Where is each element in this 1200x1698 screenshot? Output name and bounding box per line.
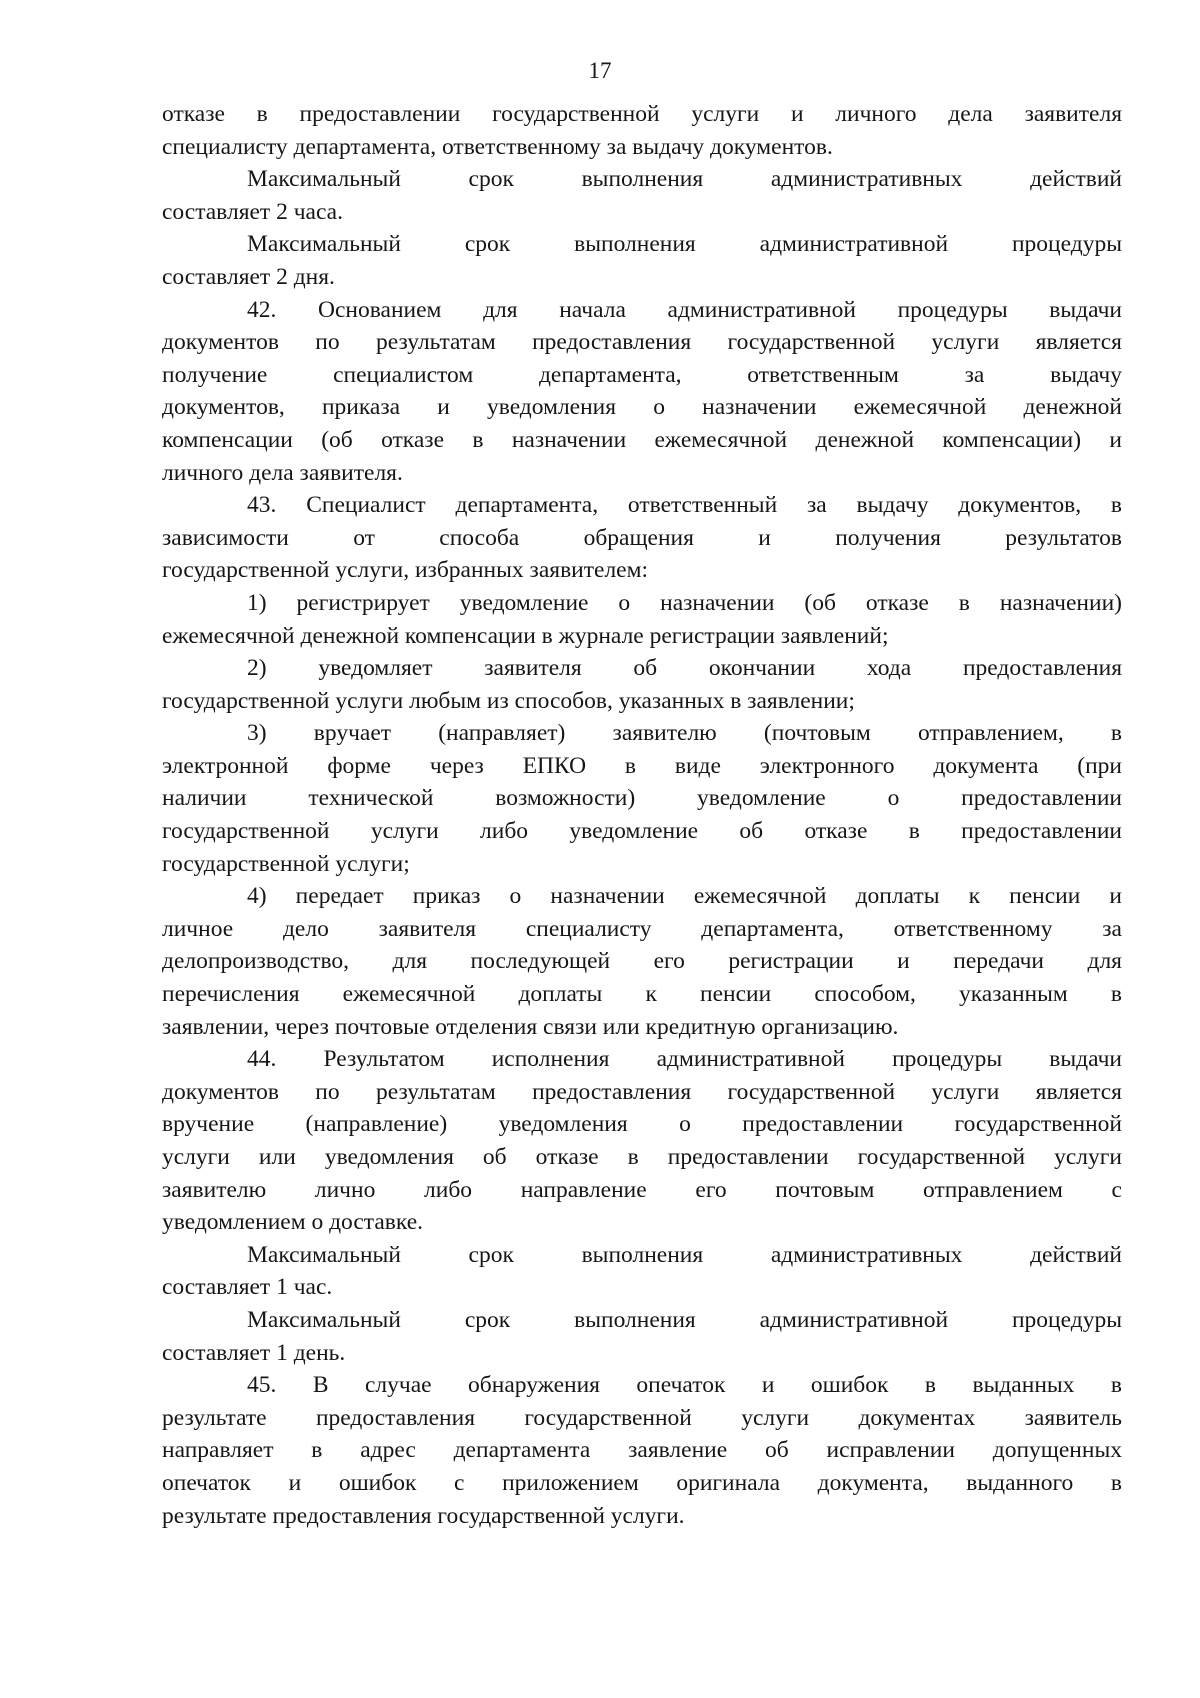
page-number: 17: [588, 58, 612, 83]
text-line: результате предоставления государственной услуги.: [162, 1502, 685, 1529]
paragraph: [162, 163, 1122, 228]
text-line: государственной услуги;: [162, 850, 410, 877]
text-line: 4) передает приказ о назначении ежемесячной доплаты к пенсии и: [247, 883, 1122, 910]
text-line: перечисления ежемесячной доплаты к пенсии способом, указанным в: [162, 981, 1122, 1008]
text-line: заявлении, через почтовые отделения связи или кредитную организацию.: [162, 1013, 899, 1040]
text-line: отказе в предоставлении государственной услуги и личного дела заявителя: [162, 101, 1122, 127]
text-line: электронной форме через ЕПКО в виде электронного документа (при: [162, 752, 1122, 779]
text-line: направляет в адрес департамента заявление об исправлении допущенных: [162, 1437, 1122, 1464]
text-line: государственной услуги либо уведомление об отказе в предоставлении: [162, 818, 1122, 845]
text-line: 44. Результатом исполнения административной процедуры выдачи: [247, 1046, 1122, 1073]
text-line: получение специалистом департамента, ответственным за выдачу: [162, 361, 1122, 388]
paragraph: [162, 1239, 1122, 1304]
text-line: Максимальный срок выполнения административных действий: [247, 166, 1122, 193]
paragraph: [162, 1369, 1122, 1532]
text-line: 1) регистрирует уведомление о назначении (об отказе в назначении): [247, 589, 1122, 616]
text-line: документов по результатам предоставления государственной услуги является: [162, 1078, 1122, 1105]
text-line: 2) уведомляет заявителя об окончании хода предоставления: [247, 655, 1122, 682]
text-line: личное дело заявителя специалисту департамента, ответственному за: [162, 915, 1122, 942]
text-line: услуги или уведомления об отказе в предоставлении государственной услуги: [162, 1144, 1122, 1170]
text-line: уведомлением о доставке.: [162, 1209, 424, 1236]
paragraph: [162, 1043, 1122, 1239]
text-line: делопроизводство, для последующей его регистрации и передачи для: [162, 948, 1122, 975]
paragraph: [162, 489, 1122, 587]
paragraph: [162, 652, 1122, 717]
text-line: специалисту департамента, ответственному за выдачу документов.: [162, 133, 833, 160]
paragraph: [162, 228, 1122, 293]
text-line: Максимальный срок выполнения административной процедуры: [247, 231, 1122, 258]
text-line: Максимальный срок выполнения административной процедуры: [247, 1306, 1122, 1333]
text-line: 45. В случае обнаружения опечаток и ошибок в выданных в: [247, 1372, 1122, 1399]
text-line: документов по результатам предоставления государственной услуги является: [162, 329, 1122, 356]
text-line: опечаток и ошибок с приложением оригинала документа, выданного в: [162, 1469, 1122, 1496]
document-body: [162, 98, 1122, 1532]
text-line: компенсации (об отказе в назначении ежемесячной денежной компенсации) и: [162, 426, 1122, 453]
text-line: составляет 1 час.: [162, 1274, 333, 1301]
text-line: 3) вручает (направляет) заявителю (почтовым отправлением, в: [247, 720, 1122, 747]
text-line: составляет 2 часа.: [162, 198, 343, 225]
paragraph: [162, 880, 1122, 1043]
text-line: документов, приказа и уведомления о назначении ежемесячной денежной: [162, 394, 1122, 421]
paragraph: [162, 294, 1122, 490]
text-line: вручение (направление) уведомления о предоставлении государственной: [162, 1111, 1122, 1138]
text-line: результате предоставления государственной услуги документах заявитель: [162, 1404, 1122, 1431]
text-line: составляет 2 дня.: [162, 263, 335, 290]
paragraph: [162, 717, 1122, 880]
text-line: государственной услуги, избранных заявителем:: [162, 557, 648, 584]
text-line: государственной услуги любым из способов, указанных в заявлении;: [162, 687, 855, 714]
paragraph: [162, 1304, 1122, 1369]
paragraph: [162, 98, 1122, 163]
text-line: 43. Специалист департамента, ответственный за выдачу документов, в: [247, 492, 1122, 519]
paragraph: [162, 587, 1122, 652]
text-line: составляет 1 день.: [162, 1339, 346, 1366]
text-line: ежемесячной денежной компенсации в журнале регистрации заявлений;: [162, 622, 889, 649]
text-line: 42. Основанием для начала административной процедуры выдачи: [247, 296, 1122, 323]
text-line: наличии технической возможности) уведомление о предоставлении: [162, 785, 1122, 812]
text-line: Максимальный срок выполнения административных действий: [247, 1241, 1122, 1268]
text-line: заявителю лично либо направление его почтовым отправлением с: [162, 1176, 1122, 1203]
text-line: зависимости от способа обращения и получения результатов: [162, 524, 1122, 551]
text-line: личного дела заявителя.: [162, 459, 403, 486]
